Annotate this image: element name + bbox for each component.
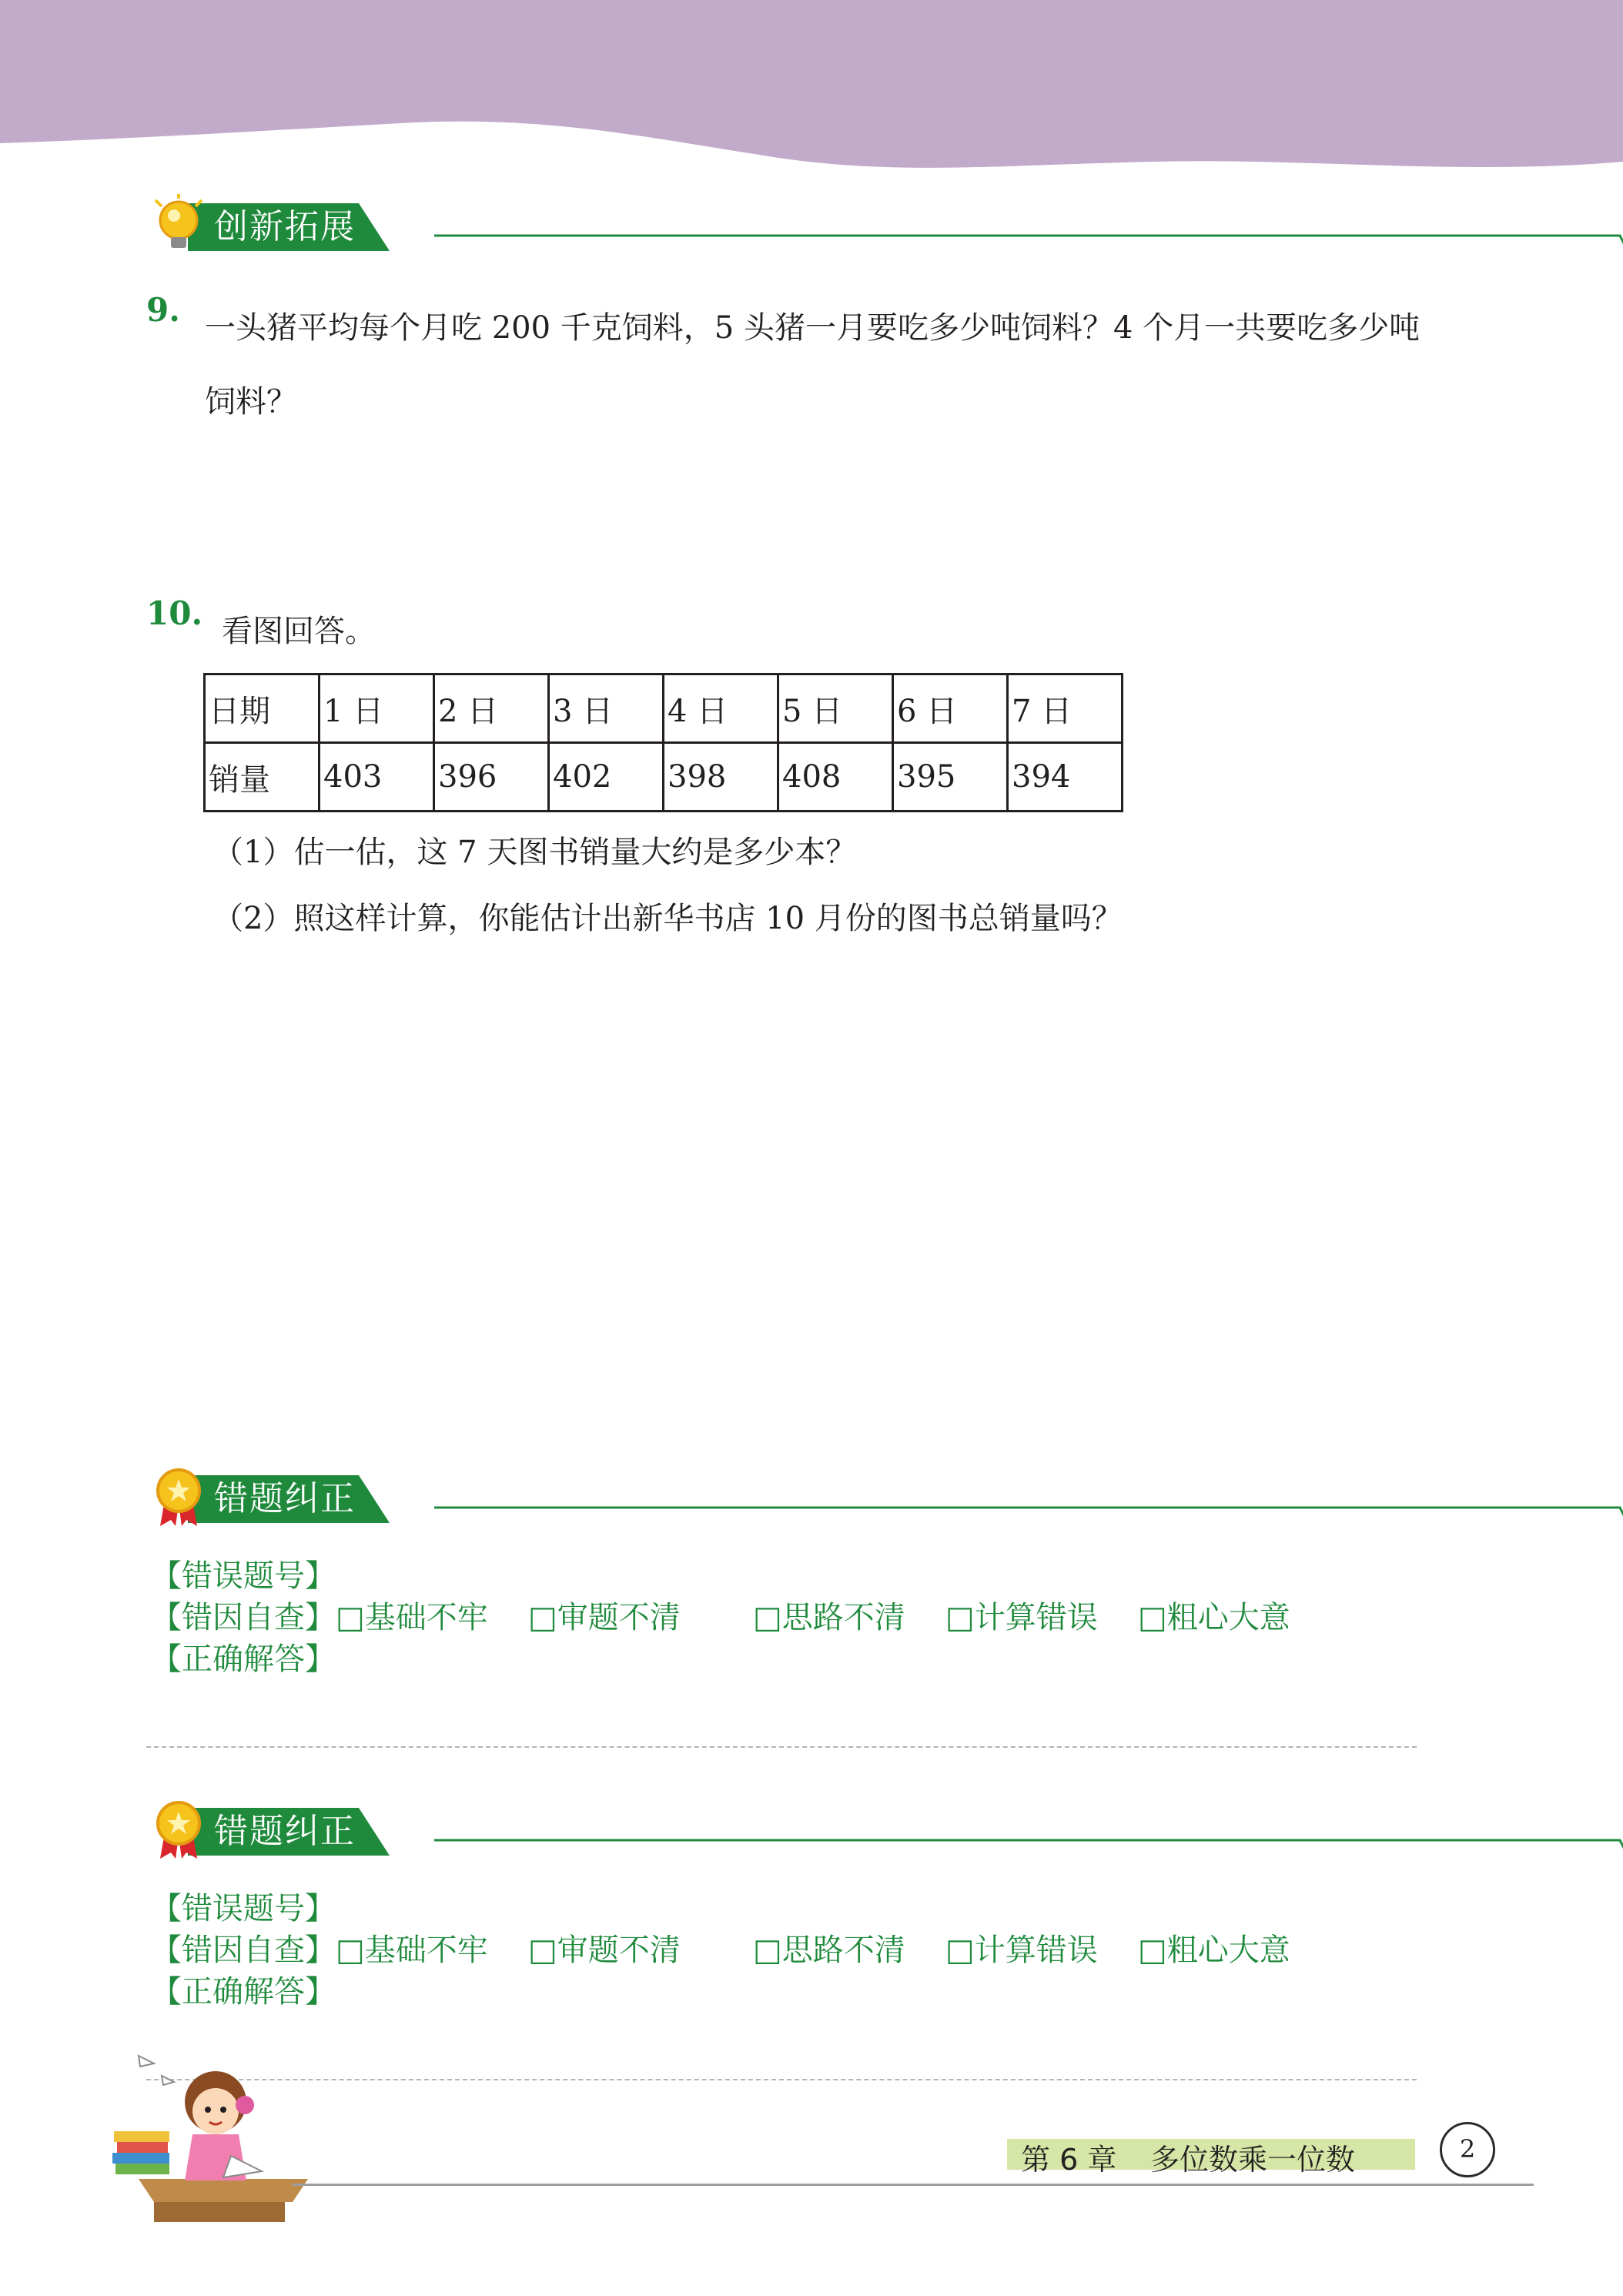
option-thinking[interactable]: □思路不清 <box>753 1600 905 1635</box>
table-cell: 4 日 <box>664 674 778 743</box>
section-header-correction-2 <box>151 1799 1506 1860</box>
correction-block-1 <box>151 1555 1290 1680</box>
section-rule <box>434 234 1623 265</box>
table-cell: 2 日 <box>434 674 549 743</box>
question-9-text-line1: 一头猪平均每个月吃 200 千克饲料，5 头猪一月要吃多少吨饲料？4 个月一共要吃多少吨 <box>205 310 1421 346</box>
correction-block-2 <box>151 1888 1290 2013</box>
option-thinking[interactable]: □思路不清 <box>753 1933 905 1968</box>
option-careless[interactable]: □粗心大意 <box>1138 1933 1290 1968</box>
table-cell: 408 <box>778 743 893 812</box>
girl-reading-illustration <box>108 2048 323 2225</box>
table-cell: 395 <box>893 743 1008 812</box>
correct-answer-label: 【正确解答】 <box>151 1974 336 2010</box>
table-cell: 398 <box>664 743 778 812</box>
table-cell: 日期 <box>205 674 320 743</box>
option-basic[interactable]: □基础不牢 <box>336 1933 488 1968</box>
table-cell: 403 <box>320 743 434 812</box>
section-title: 错题纠正 <box>214 1812 356 1851</box>
question-9-text-line2: 饲料？ <box>205 384 297 420</box>
option-reading[interactable]: □审题不清 <box>528 1933 681 1968</box>
table-cell: 394 <box>1008 743 1123 812</box>
question-number: 10. <box>146 594 203 632</box>
sales-table <box>203 673 1123 812</box>
option-calculation[interactable]: □计算错误 <box>945 1933 1098 1968</box>
option-reading[interactable]: □审题不清 <box>528 1600 681 1635</box>
section-title: 错题纠正 <box>214 1479 356 1518</box>
question-10-text: 看图回答。 <box>222 614 376 649</box>
section-header-extension <box>151 194 1506 256</box>
question-9 <box>146 291 180 329</box>
footer-baseline <box>293 2184 1534 2186</box>
sub-question-1: （1）估一估，这 7 天图书销量大约是多少本？ <box>212 835 857 870</box>
table-cell: 5 日 <box>778 674 893 743</box>
footer-chapter: 第 6 章 <box>1021 2143 1117 2177</box>
error-cause-row <box>151 1930 1290 1971</box>
table-cell: 3 日 <box>549 674 664 743</box>
section-rule <box>434 1506 1623 1537</box>
table-cell: 销量 <box>205 743 320 812</box>
wrong-number-label: 【错误题号】 <box>151 1891 336 1926</box>
medal-icon <box>151 1799 212 1860</box>
table-cell: 7 日 <box>1008 674 1123 743</box>
medal-icon <box>151 1466 212 1528</box>
sub-question-2: （2）照这样计算，你能估计出新华书店 10 月份的图书总销量吗？ <box>212 901 1123 936</box>
option-calculation[interactable]: □计算错误 <box>945 1600 1098 1635</box>
question-number: 9. <box>146 291 180 329</box>
page-number: 2 <box>1440 2122 1495 2177</box>
section-header-correction-1 <box>151 1466 1506 1528</box>
question-10 <box>146 594 202 632</box>
table-row-sales <box>205 743 1123 812</box>
table-cell: 396 <box>434 743 549 812</box>
correct-answer-label: 【正确解答】 <box>151 1642 336 1677</box>
section-rule <box>434 1839 1623 1869</box>
divider-dashed <box>146 2079 1417 2080</box>
lightbulb-icon <box>151 194 212 256</box>
error-cause-label: 【错因自查】 <box>151 1933 336 1968</box>
wrong-number-label: 【错误题号】 <box>151 1558 336 1594</box>
option-careless[interactable]: □粗心大意 <box>1138 1600 1290 1635</box>
section-title: 创新拓展 <box>214 207 356 246</box>
table-cell: 6 日 <box>893 674 1008 743</box>
option-basic[interactable]: □基础不牢 <box>336 1600 488 1635</box>
table-cell: 1 日 <box>320 674 434 743</box>
table-row-header <box>205 674 1123 743</box>
footer-chapter-title: 多位数乘一位数 <box>1150 2143 1356 2177</box>
error-cause-row <box>151 1597 1290 1638</box>
divider-dashed <box>146 1746 1417 1748</box>
table-cell: 402 <box>549 743 664 812</box>
top-wave-banner <box>0 0 1623 177</box>
error-cause-label: 【错因自查】 <box>151 1600 336 1635</box>
